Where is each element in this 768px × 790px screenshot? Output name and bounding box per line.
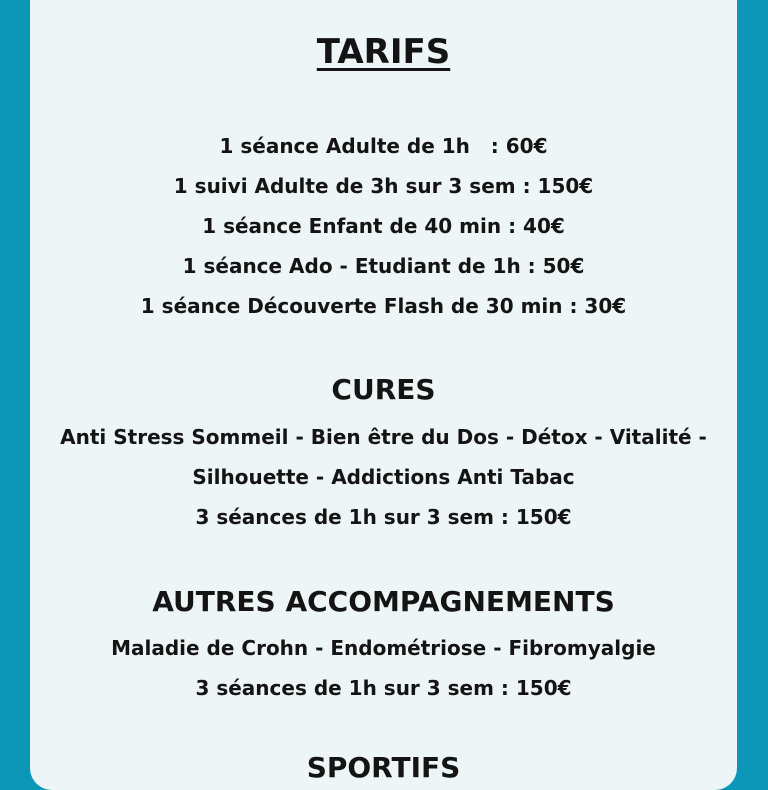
cures-title: CURES (331, 373, 436, 406)
tarif-item: 1 suivi Adulte de 3h sur 3 sem : 150€ (173, 174, 594, 198)
tarifs-list (30, 126, 737, 326)
autres-line: 3 séances de 1h sur 3 sem : 150€ (195, 676, 572, 700)
tarif-item: 1 séance Adulte de 1h : 60€ (219, 134, 548, 158)
autres-list (30, 628, 737, 708)
tarif-item: 1 séance Enfant de 40 min : 40€ (202, 214, 565, 238)
cures-line: 3 séances de 1h sur 3 sem : 150€ (195, 505, 572, 529)
cures-line: Anti Stress Sommeil - Bien être du Dos - Détox - Vitalité - (60, 425, 707, 449)
sportifs-title: SPORTIFS (306, 751, 461, 784)
cures-list (30, 417, 737, 537)
autres-line: Maladie de Crohn - Endométriose - Fibromyalgie (111, 636, 656, 660)
tarif-item: 1 séance Ado - Etudiant de 1h : 50€ (182, 254, 585, 278)
cures-line: Silhouette - Addictions Anti Tabac (192, 465, 575, 489)
tarif-item: 1 séance Découverte Flash de 30 min : 30€ (140, 294, 627, 318)
tarifs-title: TARIFS (316, 32, 451, 72)
autres-title: AUTRES ACCOMPAGNEMENTS (152, 585, 615, 618)
pricing-card (30, 0, 737, 790)
